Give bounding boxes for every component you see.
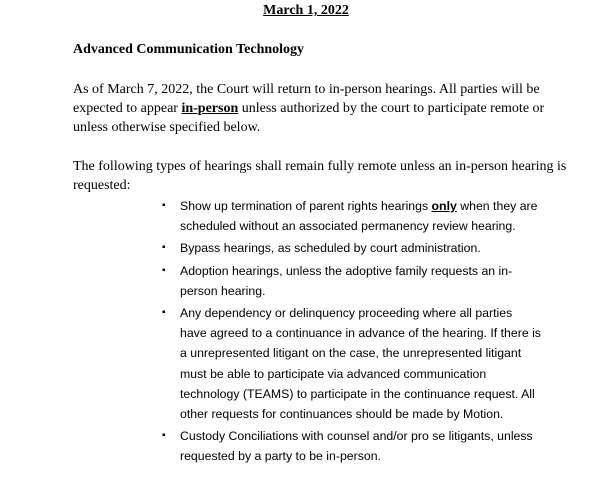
bullet-icon: ▪ (162, 242, 166, 254)
list-item-text: Any dependency or delinquency proceeding where all parties have agreed to a continuance in advance of the hearing. If there is a unrepresented litigant on the case, the unrepresented litigant must be able to participate via advanced communication technology (TEAMS) to participate in the continuance request. All other requests for continuances should be made by Motion. (180, 306, 541, 422)
bullet-icon: ▪ (162, 307, 166, 319)
document-date: March 1, 2022 (263, 3, 349, 18)
list-item-text: Bypass hearings, as scheduled by court administration. (180, 241, 481, 256)
list-item (162, 261, 542, 301)
list-item (162, 196, 542, 236)
list-item-text-start: Show up termination of parent rights hearings (180, 199, 432, 213)
intro-paragraph (73, 80, 573, 137)
list-item (162, 426, 542, 466)
intro-text-end: unless authorized by the court to participate remote or unless otherwise specified below. (73, 101, 545, 135)
list-item-text-end: when they are scheduled without an associated permanency review hearing. (180, 199, 538, 234)
list-item-text: Custody Conciliations with counsel and/or pro se litigants, unless requested by a party to be in-person. (180, 429, 533, 464)
list-item-text: Adoption hearings, unless the adoptive family requests an in-person hearing. (180, 263, 513, 298)
bullet-icon: ▪ (162, 200, 166, 211)
remote-hearings-intro: The following types of hearings shall remain fully remote unless an in-person hearing is requested: (73, 159, 567, 193)
list-item (162, 238, 542, 258)
list-item (162, 303, 542, 424)
intro-text-start: As of March 7, 2022, the Court will return to in-person hearings. All parties will be expected to appear (73, 82, 540, 116)
bullet-icon: ▪ (162, 264, 166, 276)
only-emphasis: only (431, 199, 457, 213)
bullet-icon: ▪ (162, 430, 166, 442)
remote-hearing-list (162, 196, 542, 469)
in-person-emphasis: in-person (181, 101, 239, 116)
section-heading: Advanced Communication Technology (73, 42, 305, 57)
